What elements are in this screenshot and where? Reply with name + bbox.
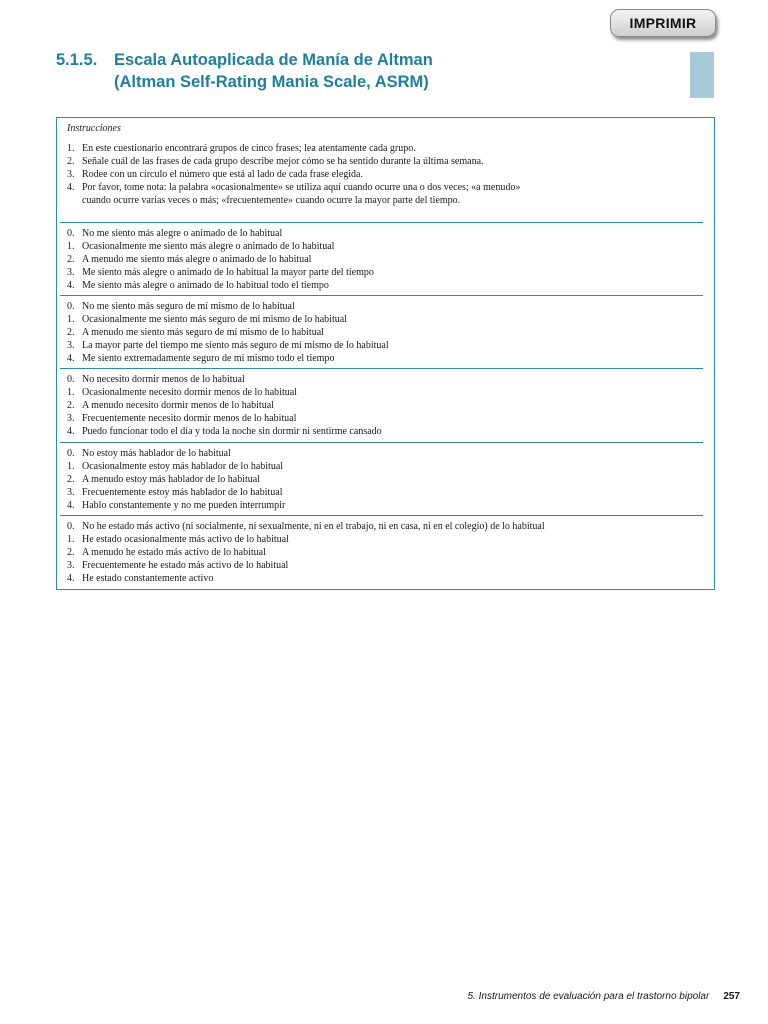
option-number: 1.	[67, 314, 75, 325]
option-number: 3.	[67, 413, 75, 424]
instruction-number: 1.	[67, 143, 75, 154]
option-number: 2.	[67, 547, 75, 558]
item-group-4	[67, 447, 707, 512]
option-number: 3.	[67, 560, 75, 571]
instruction-text: En este cuestionario encontrará grupos de cinco frases; lea atentamente cada grupo.	[82, 143, 416, 154]
group-divider	[60, 295, 703, 296]
option-text: Me siento más alegre o animado de lo habitual todo el tiempo	[82, 280, 329, 291]
item-group-1	[67, 227, 707, 292]
response-option[interactable]	[67, 425, 707, 438]
instruction-text: Señale cuál de las frases de cada grupo describe mejor cómo se ha sentido durante la última semana.	[82, 156, 484, 167]
option-number: 3.	[67, 340, 75, 351]
option-text: Frecuentemente necesito dormir menos de lo habitual	[82, 413, 297, 424]
instruction-text: Por favor, tome nota: la palabra «ocasionalmente» se utiliza aquí cuando ocurre una o dos veces; «a menudo»	[82, 182, 521, 193]
response-option[interactable]	[67, 373, 707, 386]
instruction-item	[67, 181, 707, 194]
option-number: 3.	[67, 487, 75, 498]
instruction-number: 4.	[67, 182, 75, 193]
option-text: No estoy más hablador de lo habitual	[82, 448, 231, 459]
response-option[interactable]	[67, 473, 707, 486]
option-number: 4.	[67, 353, 75, 364]
option-number: 2.	[67, 400, 75, 411]
instruction-number: 3.	[67, 169, 75, 180]
option-text: Frecuentemente he estado más activo de lo habitual	[82, 560, 289, 571]
response-option[interactable]	[67, 533, 707, 546]
option-text: A menudo he estado más activo de lo habitual	[82, 547, 266, 558]
option-number: 1.	[67, 387, 75, 398]
item-group-5	[67, 520, 707, 585]
section-tab-marker	[690, 52, 714, 98]
option-text: No he estado más activo (ni socialmente, ni sexualmente, ni en el trabajo, ni en casa, ni en el colegio) de lo habitual	[82, 521, 545, 532]
option-text: A menudo estoy más hablador de lo habitual	[82, 474, 261, 485]
response-option[interactable]	[67, 486, 707, 499]
item-group-3	[67, 373, 707, 438]
instructions-list	[67, 142, 707, 207]
option-text: A menudo necesito dormir menos de lo habitual	[82, 400, 274, 411]
instruction-item	[67, 142, 707, 155]
response-option[interactable]	[67, 326, 707, 339]
option-number: 1.	[67, 534, 75, 545]
response-option[interactable]	[67, 339, 707, 352]
option-text: Me siento más alegre o animado de lo habitual la mayor parte del tiempo	[82, 267, 374, 278]
response-option[interactable]	[67, 240, 707, 253]
option-number: 1.	[67, 241, 75, 252]
option-text: No me siento más alegre o animado de lo habitual	[82, 228, 283, 239]
option-number: 4.	[67, 573, 75, 584]
print-button[interactable]: IMPRIMIR	[610, 9, 716, 37]
page-title	[56, 49, 656, 93]
response-option[interactable]	[67, 412, 707, 425]
group-divider	[60, 222, 703, 223]
option-text: Ocasionalmente necesito dormir menos de lo habitual	[82, 387, 297, 398]
option-number: 0.	[67, 301, 75, 312]
option-number: 2.	[67, 327, 75, 338]
response-option[interactable]	[67, 266, 707, 279]
section-number: 5.1.5.	[56, 51, 98, 69]
instruction-number: 2.	[67, 156, 75, 167]
option-number: 2.	[67, 474, 75, 485]
title-line-1: Escala Autoaplicada de Manía de Altman	[114, 51, 433, 69]
scale-box	[56, 117, 715, 590]
option-text: No me siento más seguro de mí mismo de lo habitual	[82, 301, 295, 312]
page-number: 257	[723, 991, 740, 1002]
page-footer	[250, 991, 740, 1002]
option-text: Ocasionalmente me siento más alegre o animado de lo habitual	[82, 241, 335, 252]
footer-section-title: 5. Instrumentos de evaluación para el trastorno bipolar	[467, 991, 710, 1002]
title-line-2: (Altman Self-Rating Mania Scale, ASRM)	[114, 73, 429, 91]
option-text: Me siento extremadamente seguro de mí mismo todo el tiempo	[82, 353, 335, 364]
group-divider	[60, 442, 703, 443]
instruction-item	[67, 168, 707, 181]
option-text: He estado constantemente activo	[82, 573, 214, 584]
response-option[interactable]	[67, 546, 707, 559]
instruction-text: Rodee con un círculo el número que está al lado de cada frase elegida.	[82, 169, 363, 180]
response-option[interactable]	[67, 499, 707, 512]
option-text: Frecuentemente estoy más hablador de lo habitual	[82, 487, 283, 498]
option-text: Ocasionalmente estoy más hablador de lo habitual	[82, 461, 284, 472]
response-option[interactable]	[67, 520, 707, 533]
option-number: 1.	[67, 461, 75, 472]
option-number: 0.	[67, 374, 75, 385]
option-text: Puedo funcionar todo el día y toda la noche sin dormir ni sentirme cansado	[82, 426, 382, 437]
response-option[interactable]	[67, 386, 707, 399]
option-text: A menudo me siento más seguro de mí mismo de lo habitual	[82, 327, 324, 338]
response-option[interactable]	[67, 279, 707, 292]
option-number: 4.	[67, 500, 75, 511]
option-text: A menudo me siento más alegre o animado de lo habitual	[82, 254, 312, 265]
instruction-number	[67, 194, 82, 207]
option-number: 2.	[67, 254, 75, 265]
instruction-item	[67, 194, 707, 207]
option-text: No necesito dormir menos de lo habitual	[82, 374, 245, 385]
instructions-heading: Instrucciones	[67, 123, 121, 134]
response-option[interactable]	[67, 447, 707, 460]
group-divider	[60, 368, 703, 369]
instruction-text: cuando ocurre varias veces o más; «frecuentemente» cuando ocurre la mayor parte del tiempo.	[82, 195, 461, 206]
response-option[interactable]	[67, 253, 707, 266]
instruction-item	[67, 155, 707, 168]
option-number: 0.	[67, 521, 75, 532]
item-group-2	[67, 300, 707, 365]
response-option[interactable]	[67, 399, 707, 412]
response-option[interactable]	[67, 460, 707, 473]
option-number: 0.	[67, 228, 75, 239]
response-option[interactable]	[67, 559, 707, 572]
option-text: He estado ocasionalmente más activo de lo habitual	[82, 534, 289, 545]
option-number: 4.	[67, 426, 75, 437]
option-text: La mayor parte del tiempo me siento más seguro de mí mismo de lo habitual	[82, 340, 389, 351]
option-text: Hablo constantemente y no me pueden interrumpir	[82, 500, 286, 511]
option-text: Ocasionalmente me siento más seguro de mí mismo de lo habitual	[82, 314, 347, 325]
option-number: 4.	[67, 280, 75, 291]
option-number: 0.	[67, 448, 75, 459]
response-option[interactable]	[67, 300, 707, 313]
response-option[interactable]	[67, 227, 707, 240]
response-option[interactable]	[67, 572, 707, 585]
option-number: 3.	[67, 267, 75, 278]
group-divider	[60, 515, 703, 516]
response-option[interactable]	[67, 313, 707, 326]
response-option[interactable]	[67, 352, 707, 365]
